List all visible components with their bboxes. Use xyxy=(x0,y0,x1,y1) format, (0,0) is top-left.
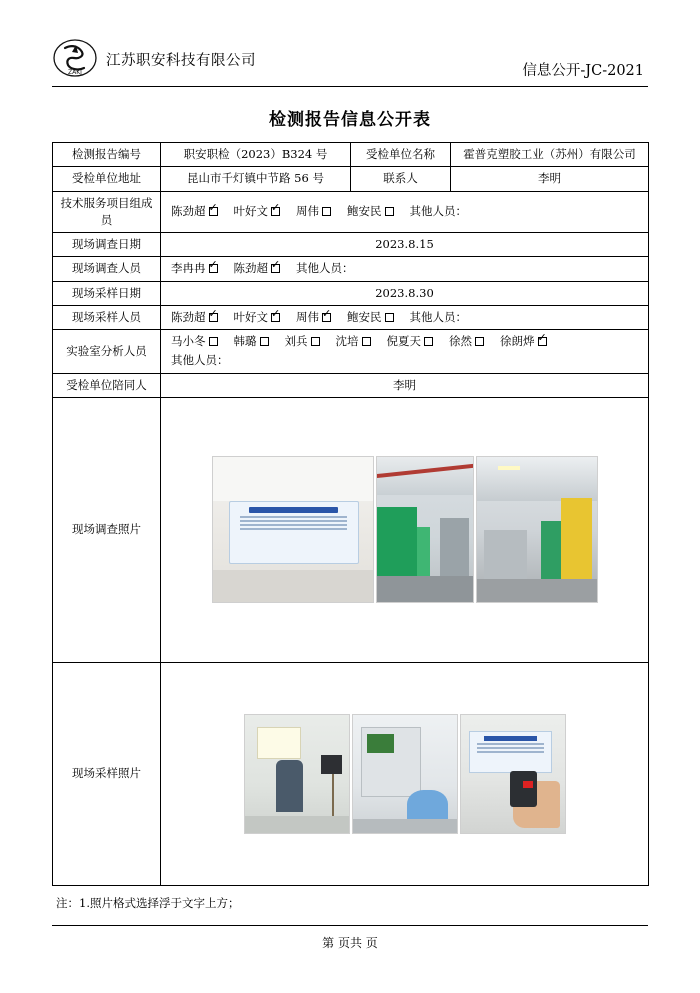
tech-team-value xyxy=(161,191,649,233)
person-name: 韩璐 xyxy=(233,334,257,348)
checkbox-item[interactable] xyxy=(234,333,269,350)
tech-team-others-label: 其他人员： xyxy=(409,204,467,219)
checkbox-icon[interactable] xyxy=(322,207,331,216)
checkbox-icon[interactable] xyxy=(311,337,320,346)
document-code: 信息公开-JC-2021 xyxy=(522,63,644,79)
photo-sampling-meter xyxy=(460,714,566,834)
survey-staff-label: 现场调查人员 xyxy=(53,257,161,281)
survey-date-value: 2023.8.15 xyxy=(161,233,649,257)
tech-team-label: 技术服务项目组成员 xyxy=(53,191,161,233)
person-name: 陈劲超 xyxy=(171,204,206,219)
accompany-value: 李明 xyxy=(161,373,649,397)
photo-sampling-machine xyxy=(352,714,458,834)
person-name: 陈劲超 xyxy=(233,261,268,276)
survey-photo-label: 现场调查照片 xyxy=(53,397,161,662)
client-addr-value: 昆山市千灯镇中节路 56 号 xyxy=(161,167,351,191)
table-row xyxy=(53,167,649,191)
person-name: 沈培 xyxy=(335,334,359,348)
checkbox-item[interactable] xyxy=(234,260,281,277)
person-name: 叶好文 xyxy=(233,309,268,324)
report-no-value: 职安职检（2023）B324 号 xyxy=(161,143,351,167)
sampling-photo-group xyxy=(167,669,642,879)
sampling-date-value: 2023.8.30 xyxy=(161,281,649,305)
checkbox-icon[interactable] xyxy=(538,337,547,346)
lab-staff-label: 实验室分析人员 xyxy=(53,330,161,374)
photo-workshop-green xyxy=(376,456,474,603)
checkbox-icon[interactable] xyxy=(209,337,218,346)
survey-photo-cell xyxy=(161,397,649,662)
table-row xyxy=(53,281,649,305)
person-name: 刘兵 xyxy=(284,334,308,348)
table-row xyxy=(53,662,649,885)
person-name: 鲍安民 xyxy=(347,204,382,219)
table-row xyxy=(53,191,649,233)
checkbox-icon[interactable] xyxy=(271,313,280,322)
checkbox-icon[interactable] xyxy=(209,313,218,322)
table-row xyxy=(53,233,649,257)
page-header xyxy=(52,28,648,87)
checkbox-icon[interactable] xyxy=(424,337,433,346)
svg-text:ZAKJ: ZAKJ xyxy=(68,69,82,76)
checkbox-icon[interactable] xyxy=(475,337,484,346)
page-title: 检测报告信息公开表 xyxy=(269,110,431,130)
checkbox-item[interactable] xyxy=(171,260,218,277)
sampling-photo-cell xyxy=(161,662,649,885)
checkbox-icon[interactable] xyxy=(260,337,269,346)
contact-value: 李明 xyxy=(451,167,649,191)
client-name-value: 霍普克塑胶工业（苏州）有限公司 xyxy=(451,143,649,167)
photo-signboard xyxy=(212,456,374,603)
client-name-label: 受检单位名称 xyxy=(351,143,451,167)
person-name: 李冉冉 xyxy=(171,261,206,276)
checkbox-item[interactable] xyxy=(171,309,218,326)
lab-staff-value xyxy=(161,330,649,374)
checkbox-item[interactable] xyxy=(449,333,484,350)
checkbox-icon[interactable] xyxy=(209,264,218,273)
checkbox-item[interactable] xyxy=(296,203,331,220)
contact-label: 联系人 xyxy=(351,167,451,191)
sampling-date-label: 现场采样日期 xyxy=(53,281,161,305)
person-name: 叶好文 xyxy=(233,204,268,219)
checkbox-icon[interactable] xyxy=(271,264,280,273)
checkbox-item[interactable] xyxy=(347,203,394,220)
checkbox-icon[interactable] xyxy=(271,207,280,216)
table-row xyxy=(53,397,649,662)
report-info-table xyxy=(52,142,649,886)
checkbox-item[interactable] xyxy=(171,333,218,350)
checkbox-item[interactable] xyxy=(234,203,281,220)
table-row xyxy=(53,373,649,397)
checkbox-item[interactable] xyxy=(347,309,394,326)
sampling-staff-others-label: 其他人员： xyxy=(409,309,467,324)
sampling-staff-label: 现场采样人员 xyxy=(53,305,161,329)
page-footer: 第 页共 页 xyxy=(52,925,648,951)
checkbox-item[interactable] xyxy=(171,203,218,220)
lab-staff-others-label: 其他人员： xyxy=(171,353,229,368)
person-name: 陈劲超 xyxy=(171,309,206,324)
survey-date-label: 现场调查日期 xyxy=(53,233,161,257)
table-row xyxy=(53,143,649,167)
survey-staff-value xyxy=(161,257,649,281)
checkbox-item[interactable] xyxy=(234,309,281,326)
client-addr-label: 受检单位地址 xyxy=(53,167,161,191)
person-name: 鲍安民 xyxy=(347,309,382,324)
sampling-photo-label: 现场采样照片 xyxy=(53,662,161,885)
person-name: 周伟 xyxy=(296,309,319,324)
checkbox-icon[interactable] xyxy=(362,337,371,346)
table-row xyxy=(53,330,649,374)
accompany-label: 受检单位陪同人 xyxy=(53,373,161,397)
person-name: 徐朗烨 xyxy=(500,334,535,348)
photo-sampling-tripod xyxy=(244,714,350,834)
table-row xyxy=(53,305,649,329)
header-left xyxy=(52,38,256,80)
checkbox-item[interactable] xyxy=(296,309,331,326)
company-logo-icon xyxy=(52,38,98,80)
checkbox-item[interactable] xyxy=(336,333,371,350)
checkbox-item[interactable] xyxy=(387,333,434,350)
person-name: 马小冬 xyxy=(171,334,206,348)
person-name: 倪夏天 xyxy=(386,334,421,348)
survey-staff-others-label: 其他人员： xyxy=(296,261,354,276)
person-name: 徐然 xyxy=(449,334,472,348)
checkbox-icon[interactable] xyxy=(385,207,394,216)
checkbox-icon[interactable] xyxy=(322,313,331,322)
checkbox-item[interactable] xyxy=(285,333,320,350)
survey-photo-group xyxy=(167,404,642,656)
photo-workshop-yellow xyxy=(476,456,598,603)
company-name: 江苏职安科技有限公司 xyxy=(106,52,256,69)
checkbox-item[interactable] xyxy=(500,333,547,350)
table-row xyxy=(53,257,649,281)
table-note: 注：1.照片格式选择浮于文字上方； xyxy=(56,895,240,910)
sampling-staff-value xyxy=(161,305,649,329)
report-no-label: 检测报告编号 xyxy=(53,143,161,167)
checkbox-icon[interactable] xyxy=(209,207,218,216)
person-name: 周伟 xyxy=(296,204,319,219)
checkbox-icon[interactable] xyxy=(385,313,394,322)
